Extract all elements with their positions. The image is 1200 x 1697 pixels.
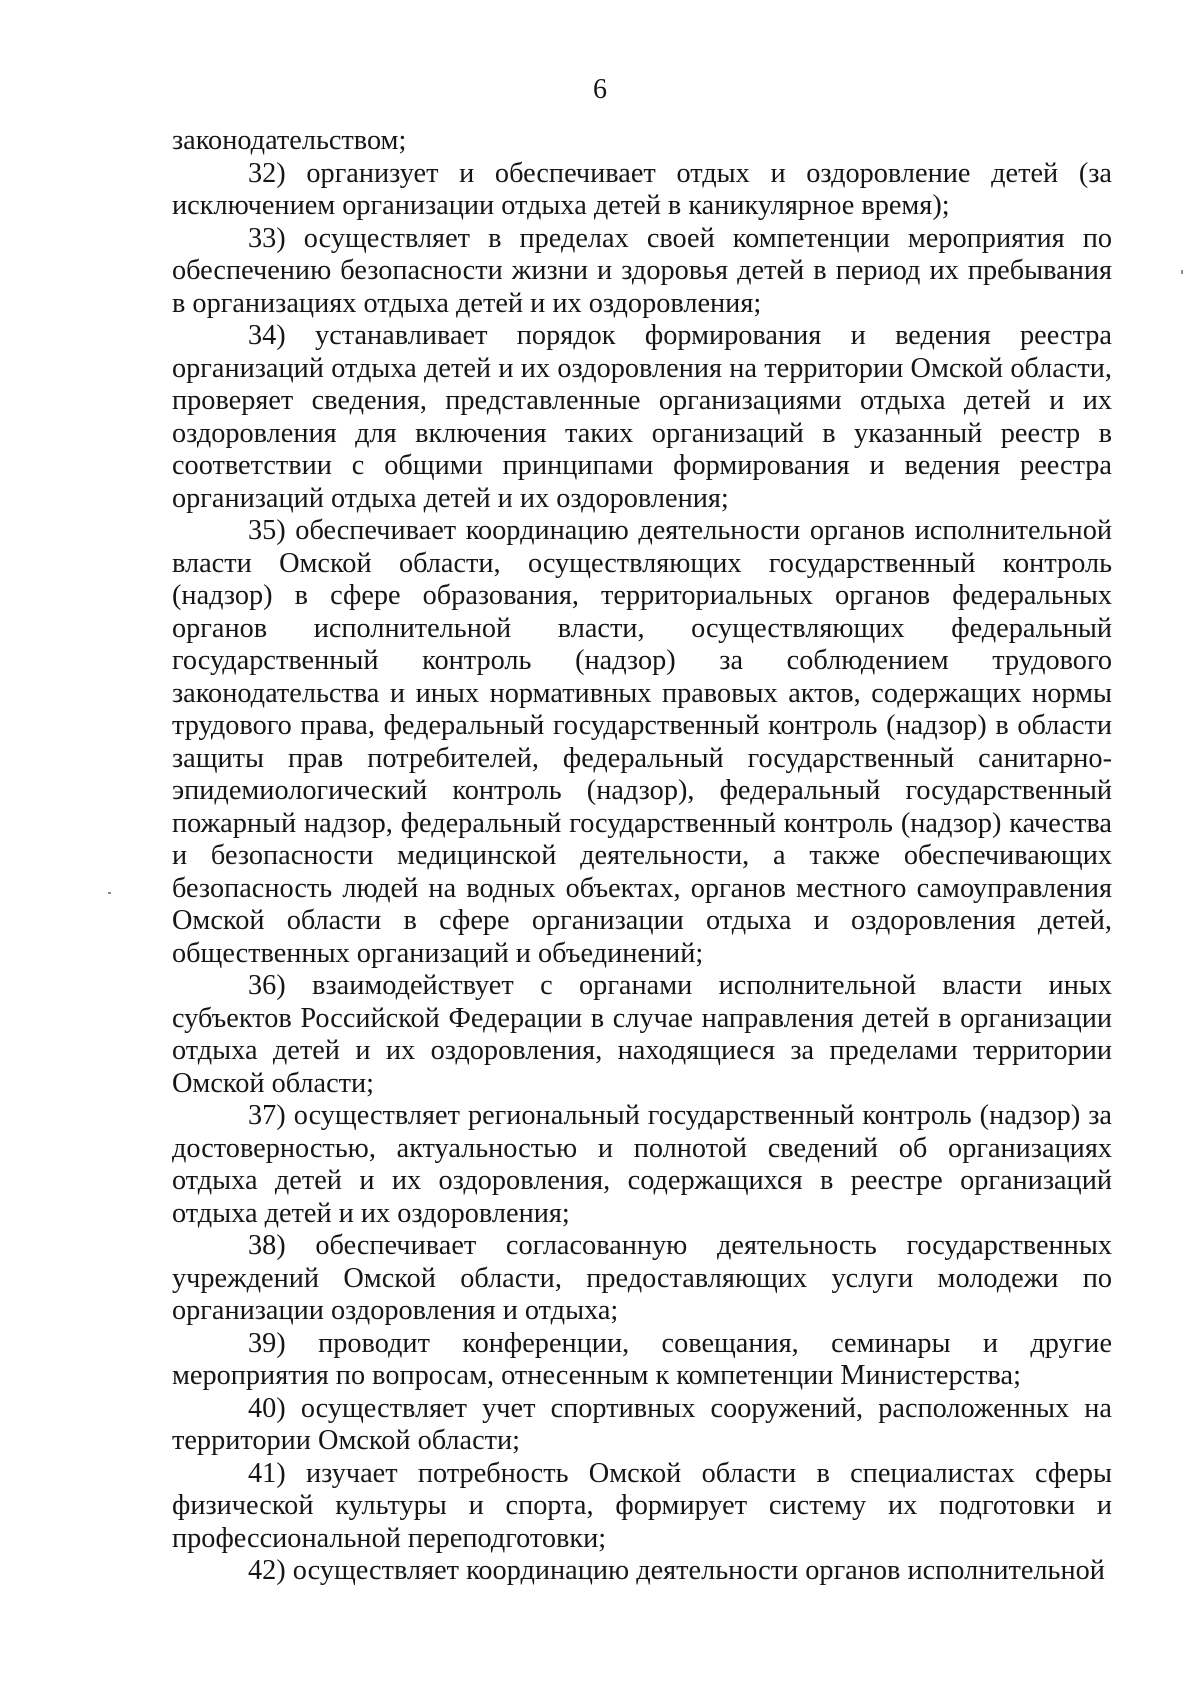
paragraph-item-42: 42) осуществляет координацию деятельности органов исполнительной bbox=[248, 1555, 1105, 1586]
paragraph-item-35: 35) обеспечивает координацию деятельности органов исполнительной власти Омской области, осуществляющих государственный контроль (надзор) в сфере образования, территориальных органов федеральных органов исполнительной власти, осуществляющих федеральный государственный контроль (надзор) за соблюдением трудового законодательства и иных нормативных правовых актов, содержащих нормы трудового права, федеральный государственный контроль (надзор) в области защиты прав потребителей, федеральный государственный санитарно-эпидемиологический контроль (надзор), федеральный государственный пожарный надзор, федеральный государственный контроль (надзор) качества и безопасности медицинской деятельности, а также обеспечивающих безопасность людей на водных объектах, органов местного самоуправления Омской области в сфере организации отдыха и оздоровления детей, общественных организаций и объединений; bbox=[172, 515, 1112, 969]
paragraph-item-38: 38) обеспечивает согласованную деятельность государственных учреждений Омской области, предоставляющих услуги молодежи по организации оздоровления и отдыха; bbox=[172, 1230, 1112, 1326]
scan-speck bbox=[108, 892, 111, 894]
paragraph-item-37: 37) осуществляет региональный государственный контроль (надзор) за достоверностью, актуальностью и полнотой сведений об организациях отдыха детей и их оздоровления, содержащихся в реестре организаций отдыха детей и их оздоровления; bbox=[172, 1100, 1112, 1229]
paragraph-item-32: 32) организует и обеспечивает отдых и оздоровление детей (за исключением организации отдыха детей в каникулярное время); bbox=[172, 157, 1112, 221]
paragraph-item-34: 34) устанавливает порядок формирования и ведения реестра организаций отдыха детей и их оздоровления на территории Омской области, проверяет сведения, представленные организациями отдыха детей и их оздоровления для включения таких организаций в указанный реестр в соответствии с общими принципами формирования и ведения реестра организаций отдыха детей и их оздоровления; bbox=[172, 320, 1112, 514]
paragraph-item-40: 40) осуществляет учет спортивных сооружений, расположенных на территории Омской области; bbox=[172, 1392, 1112, 1456]
paragraph-item-39: 39) проводит конференции, совещания, семинары и другие мероприятия по вопросам, отнесенным к компетенции Министерства; bbox=[172, 1327, 1112, 1391]
page-number: 6 bbox=[593, 74, 607, 105]
document-body bbox=[172, 125, 1112, 1588]
paragraph-item-36: 36) взаимодействует с органами исполнительной власти иных субъектов Российской Федерации в случае направления детей в организации отдыха детей и их оздоровления, находящиеся за пределами территории Омской области; bbox=[172, 970, 1112, 1099]
paragraph-continuation: законодательством; bbox=[172, 125, 407, 156]
paragraph-item-33: 33) осуществляет в пределах своей компетенции мероприятия по обеспечению безопасности жизни и здоровья детей в период их пребывания в организациях отдыха детей и их оздоровления; bbox=[172, 222, 1112, 319]
scan-speck bbox=[1181, 270, 1183, 274]
paragraph-item-41: 41) изучает потребность Омской области в специалистах сферы физической культуры и спорта, формирует систему их подготовки и профессиональной переподготовки; bbox=[172, 1457, 1112, 1554]
